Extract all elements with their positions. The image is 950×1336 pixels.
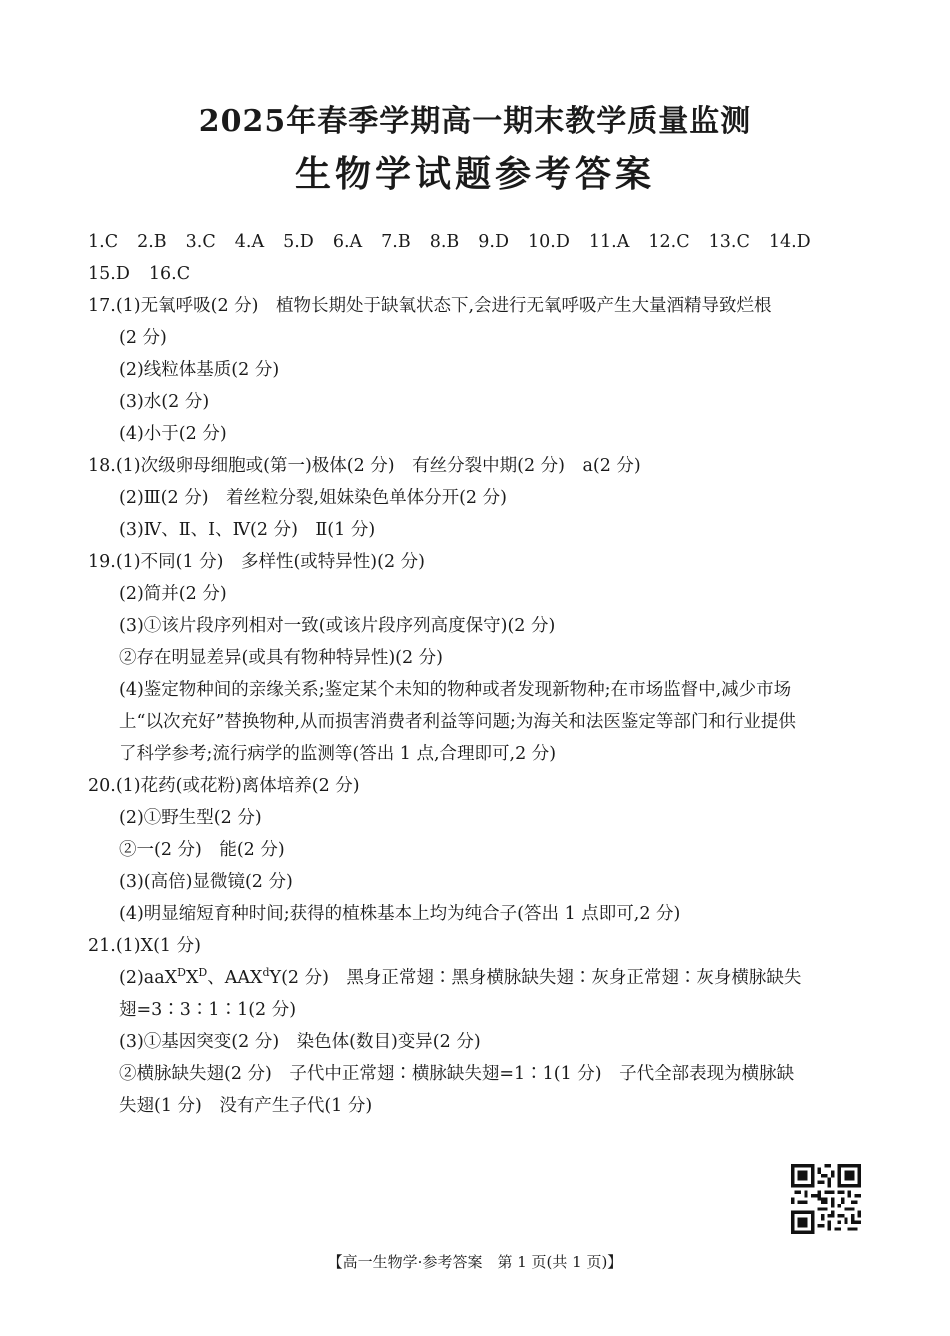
q17-line: (3)水(2 分) bbox=[119, 392, 210, 412]
superscript: D bbox=[177, 966, 186, 980]
mc-answer: 3.C bbox=[185, 232, 216, 252]
q19-line: 了科学参考;流行病学的监测等(答出 1 点,合理即可,2 分) bbox=[119, 744, 557, 764]
q17-line: 17.(1)无氧呼吸(2 分) 植物长期处于缺氧状态下,会进行无氧呼吸产生大量酒精导致烂根 bbox=[88, 296, 772, 316]
mc-answer: 1.C bbox=[88, 232, 119, 252]
q21-line: (3)①基因突变(2 分) 染色体(数目)变异(2 分) bbox=[119, 1032, 481, 1052]
q21-text: (2)aaX bbox=[119, 968, 178, 988]
q19-line: (3)①该片段序列相对一致(或该片段序列高度保守)(2 分) bbox=[119, 616, 556, 636]
superscript: D bbox=[198, 966, 208, 980]
mc-answer: 4.A bbox=[234, 232, 265, 252]
mc-answer: 7.B bbox=[381, 232, 411, 252]
q21-line: 失翅(1 分) 没有产生子代(1 分) bbox=[119, 1096, 373, 1116]
q19-line: (2)简并(2 分) bbox=[119, 584, 227, 604]
mc-answer: 11.A bbox=[588, 232, 630, 252]
q19-line: ②存在明显差异(或具有物种特异性)(2 分) bbox=[119, 648, 444, 668]
q19-line: 上“以次充好”替换物种,从而损害消费者利益等问题;为海关和法医鉴定等部门和行业提供 bbox=[119, 712, 796, 732]
mc-answer: 12.C bbox=[648, 232, 690, 252]
q21-text: Y(2 分) 黑身正常翅∶黑身横脉缺失翅∶灰身正常翅∶灰身横脉缺失 bbox=[269, 968, 802, 988]
q21-genotype-line bbox=[88, 962, 864, 994]
q19-line: 19.(1)不同(1 分) 多样性(或特异性)(2 分) bbox=[88, 552, 425, 572]
q18-line: (3)Ⅳ、Ⅱ、Ⅰ、Ⅳ(2 分) Ⅱ(1 分) bbox=[119, 520, 376, 540]
q20-line: (2)①野生型(2 分) bbox=[119, 808, 262, 828]
q18-line: 18.(1)次级卵母细胞或(第一)极体(2 分) 有丝分裂中期(2 分) a(2 分) bbox=[88, 456, 641, 476]
mc-answer: 16.C bbox=[148, 264, 191, 284]
qr-code-icon[interactable] bbox=[791, 1164, 861, 1234]
q17-line: (4)小于(2 分) bbox=[119, 424, 227, 444]
mc-answer: 5.D bbox=[283, 232, 314, 252]
q20-line: 20.(1)花药(或花粉)离体培养(2 分) bbox=[88, 776, 360, 796]
q21-line: 21.(1)X(1 分) bbox=[88, 936, 201, 956]
mc-answer: 14.D bbox=[768, 232, 811, 252]
mc-answer: 13.C bbox=[708, 232, 750, 252]
q18-line: (2)Ⅲ(2 分) 着丝粒分裂,姐妹染色单体分开(2 分) bbox=[119, 488, 507, 508]
answer-body bbox=[88, 226, 864, 1122]
document-subtitle: 生物学试题参考答案 bbox=[294, 153, 655, 195]
q21-line: ②横脉缺失翅(2 分) 子代中正常翅∶横脉缺失翅=1∶1(1 分) 子代全部表现为横脉缺 bbox=[119, 1064, 795, 1084]
q21-line: 翅=3∶3∶1∶1(2 分) bbox=[119, 1000, 297, 1020]
q19-line: (4)鉴定物种间的亲缘关系;鉴定某个未知的物种或者发现新物种;在市场监督中,减少市场 bbox=[119, 680, 792, 700]
q17-line: (2)线粒体基质(2 分) bbox=[119, 360, 280, 380]
mc-answer: 2.B bbox=[137, 232, 167, 252]
mc-answers-line-1 bbox=[88, 226, 864, 258]
mc-answer: 8.B bbox=[429, 232, 460, 252]
q20-line: ②一(2 分) 能(2 分) bbox=[119, 840, 285, 860]
q21-text: 、AAX bbox=[207, 968, 263, 988]
mc-answer: 9.D bbox=[478, 232, 510, 252]
mc-answer: 10.D bbox=[528, 232, 570, 252]
q21-text: X bbox=[185, 968, 199, 988]
q20-line: (4)明显缩短育种时间;获得的植株基本上均为纯合子(答出 1 点即可,2 分) bbox=[119, 904, 681, 924]
superscript: d bbox=[262, 966, 270, 980]
q17-line: (2 分) bbox=[119, 328, 167, 348]
mc-answers-line-2 bbox=[88, 258, 864, 290]
mc-answer: 15.D bbox=[88, 264, 130, 284]
document-title: 2025年春季学期高一期末教学质量监测 bbox=[198, 104, 752, 139]
mc-answer: 6.A bbox=[332, 232, 363, 252]
page-footer: 【高一生物学·参考答案 第 1 页(共 1 页)】 bbox=[327, 1253, 623, 1271]
q20-line: (3)(高倍)显微镜(2 分) bbox=[119, 872, 293, 892]
